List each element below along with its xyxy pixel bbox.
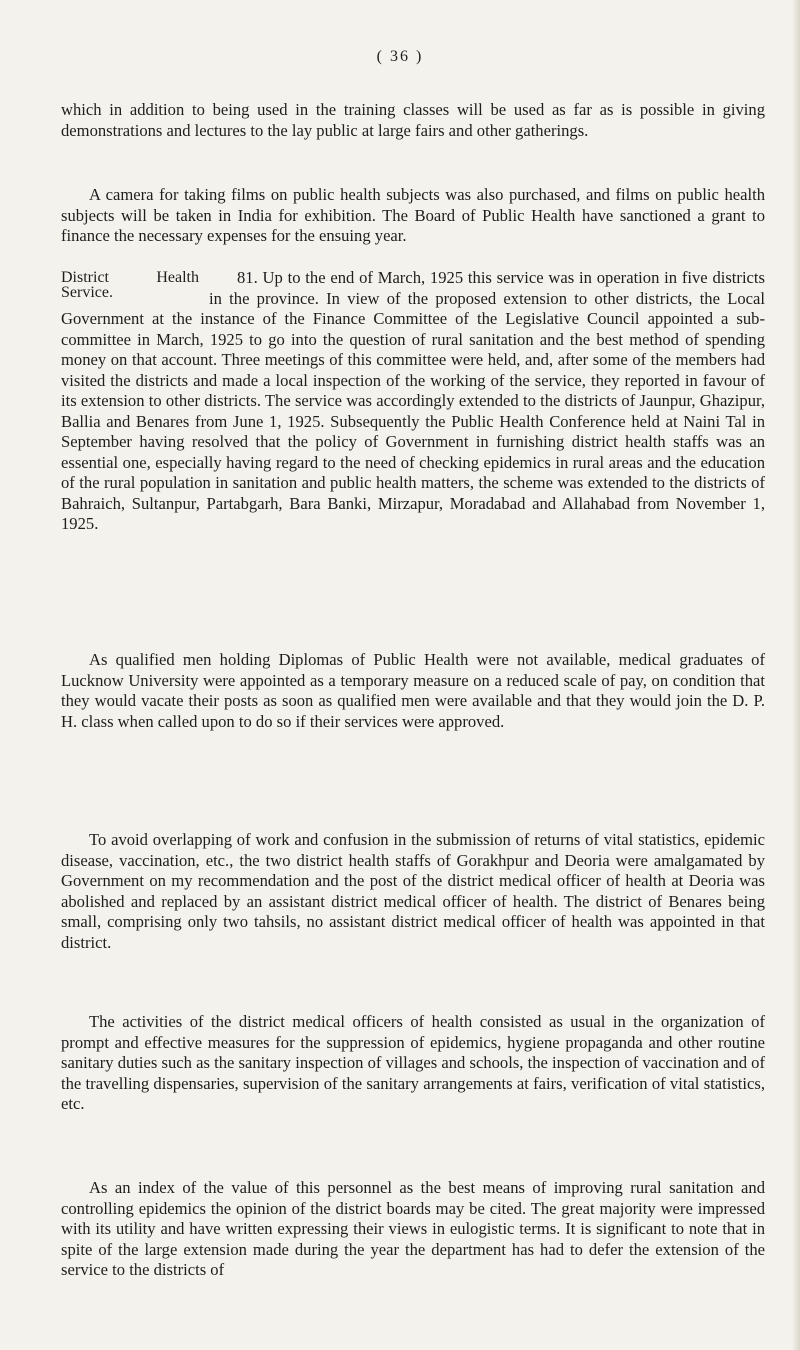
paragraph-5: To avoid overlapping of work and confusion in the submission of returns of vital statistics, epidemic disease, vaccination, etc., the two district health staffs of Gorakhpur and Deoria were amalgamated by Government on my recommendation and the post of the district medical officer of health at Deoria was abolished and replaced by an assistant district medical officer of health. The district of Benares being small, comprising only two tahsils, no assistant district medical officer of health was appointed in that district.: [61, 830, 765, 952]
paragraph-3-container: [61, 268, 765, 535]
paragraph-2: A camera for taking films on public health subjects was also purchased, and films on public health subjects will be taken in India for exhibition. The Board of Public Health have sanctioned a grant to finance the necessary expenses for the ensuing year.: [61, 185, 765, 245]
paragraph-1: which in addition to being used in the training classes will be used as far as is possible in giving demonstrations and lectures to the lay public at large fairs and other gatherings.: [61, 100, 765, 140]
margin-side-note: District Health Service.: [61, 269, 199, 301]
page-number: ( 36 ): [376, 48, 424, 65]
page-edge-shadow: [792, 0, 800, 1350]
paragraph-4: As qualified men holding Diplomas of Public Health were not available, medical graduates of Lucknow University were appointed as a temporary measure on a reduced scale of pay, on condition that they would vacate their posts as soon as qualified men were available and that they would join the D. P. H. class when called upon to do so if their services were approved.: [61, 650, 765, 731]
paragraph-3: 81. Up to the end of March, 1925 this service was in operation in five districts in the province. In view of the proposed extension to other districts, the Local Government at the instance of the Finance Committee of the Legislative Council appointed a sub-committee in March, 1925 to go into the question of rural sanitation and the best method of spending money on that account. Three meetings of this committee were held, and, after some of the members had visited the districts and made a local inspection of the working of the service, they reported in favour of its extension to other districts. The service was accordingly extended to the districts of Jaunpur, Ghazipur, Ballia and Benares from June 1, 1925. Subsequently the Public Health Conference held at Naini Tal in September having resolved that the policy of Government in furnishing district health staffs was an essential one, especially having regard to the need of checking epidemics in rural areas and the education of the rural population in sanitation and public health matters, the scheme was extended to the districts of Bahraich, Sultanpur, Partabgarh, Bara Banki, Mirzapur, Moradabad and Allahabad from November 1, 1925.: [61, 268, 765, 533]
paragraph-6: The activities of the district medical officers of health consisted as usual in the organization of prompt and effective measures for the suppression of epidemics, hygiene propaganda and other routine sanitary duties such as the sanitary inspection of villages and schools, the inspection of vaccination and of the travelling dispensaries, supervision of the sanitary arrangements at fairs, verification of vital statistics, etc.: [61, 1012, 765, 1113]
paragraph-7: As an index of the value of this personnel as the best means of improving rural sanitation and controlling epidemics the opinion of the district boards may be cited. The great majority were impressed with its utility and have written expressing their views in eulogistic terms. It is significant to note that in spite of the large extension made during the year the department has had to defer the extension of the service to the districts of: [61, 1178, 765, 1279]
